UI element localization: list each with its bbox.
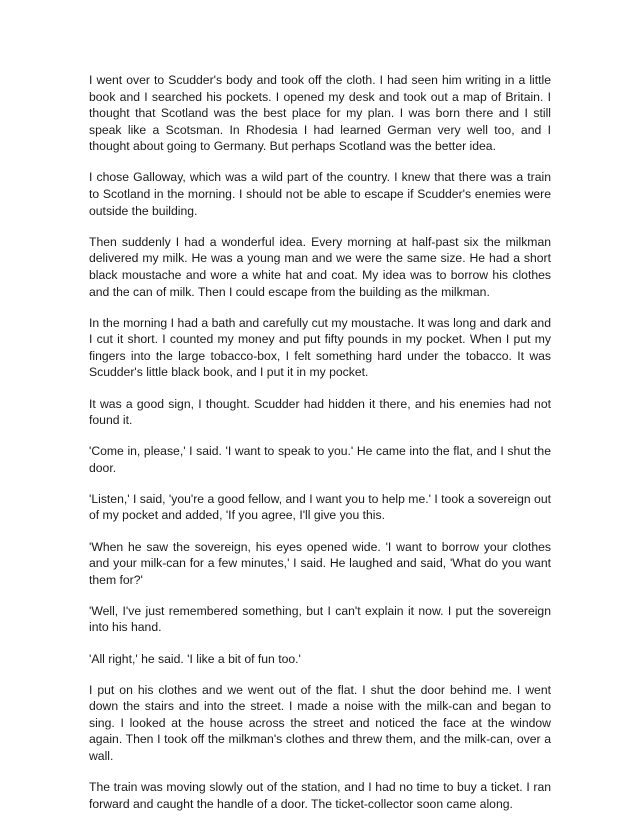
document-page	[89, 72, 551, 827]
paragraph-9: 'Well, I've just remembered something, but I can't explain it now. I put the sovereign into his hand.	[89, 603, 551, 635]
paragraph-8: 'When he saw the sovereign, his eyes opened wide. 'I want to borrow your clothes and your milk-can for a few minutes,' I said. He laughed and said, 'What do you want them for?'	[89, 539, 551, 587]
paragraph-7: 'Listen,' I said, 'you're a good fellow, and I want you to help me.' I took a sovereign out of my pocket and added, 'If you agree, I'll give you this.	[89, 491, 551, 523]
paragraph-3: Then suddenly I had a wonderful idea. Every morning at half-past six the milkman delivered my milk. He was a young man and we were the same size. He had a short black moustache and wore a white hat and coat. My idea was to borrow his clothes and the can of milk. Then I could escape from the building as the milkman.	[89, 234, 551, 299]
paragraph-4: In the morning I had a bath and carefully cut my moustache. It was long and dark and I cut it short. I counted my money and put fifty pounds in my pocket. When I put my fingers into the large tobacco-box, I felt something hard under the tobacco. It was Scudder's little black book, and I put it in my pocket.	[89, 315, 551, 380]
paragraph-5: It was a good sign, I thought. Scudder had hidden it there, and his enemies had not found it.	[89, 396, 551, 428]
paragraph-6: 'Come in, please,' I said. 'I want to speak to you.' He came into the flat, and I shut the door.	[89, 444, 551, 475]
paragraph-11: I put on his clothes and we went out of the flat. I shut the door behind me. I went down the stairs and into the street. I made a noise with the milk-can and began to sing. I looked at the house across the street and noticed the face at the window again. Then I took off the milkman's clothes and threw them, and the milk-can, over a wall.	[89, 682, 551, 763]
paragraph-2: I chose Galloway, which was a wild part of the country. I knew that there was a train to Scotland in the morning. I should not be able to escape if Scudder's enemies were outside the building.	[89, 170, 551, 218]
paragraph-12: The train was moving slowly out of the station, and I had no time to buy a ticket. I ran forward and caught the handle of a door. The ticket-collector soon came along.	[89, 780, 551, 811]
paragraph-10: 'All right,' he said. 'I like a bit of fun too.'	[89, 651, 301, 666]
paragraph-1: I went over to Scudder's body and took off the cloth. I had seen him writing in a little book and I searched his pockets. I opened my desk and took out a map of Britain. I thought that Scotland was the best place for my plan. I was born there and I still speak like a Scotsman. In Rhodesia I had learned German very well too, and I thought about going to Germany. But perhaps Scotland was the better idea.	[89, 73, 551, 154]
